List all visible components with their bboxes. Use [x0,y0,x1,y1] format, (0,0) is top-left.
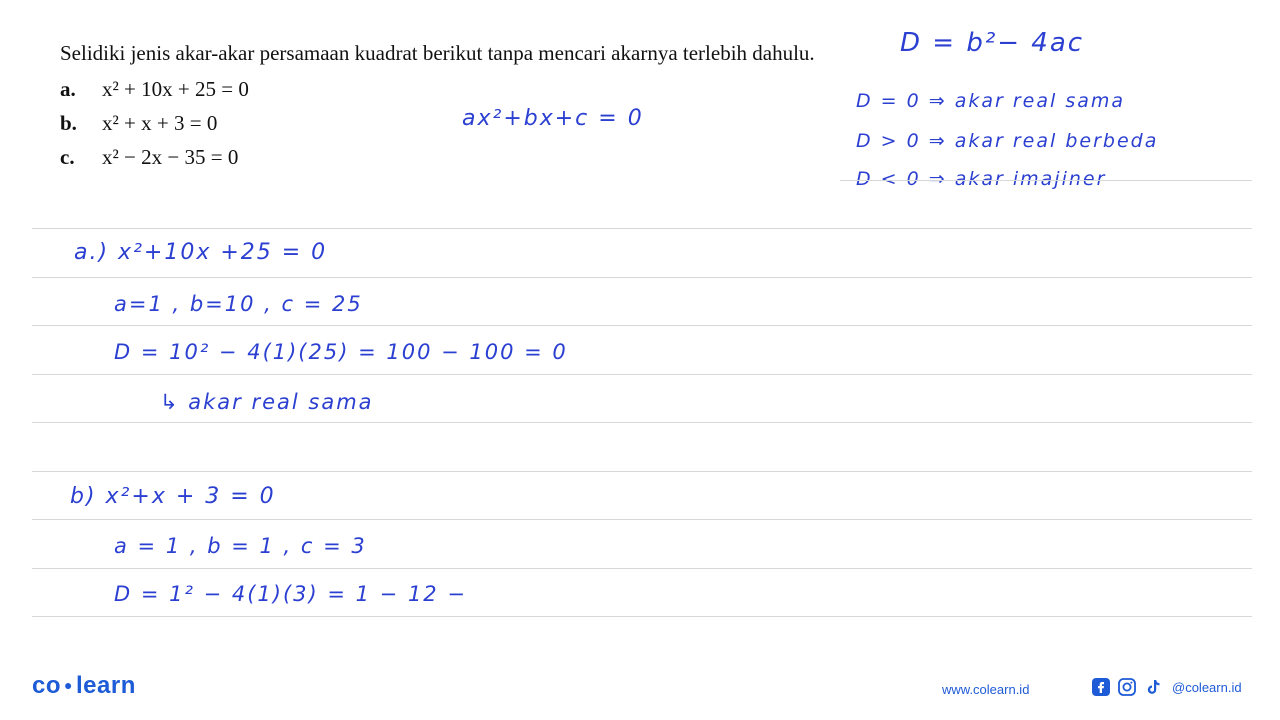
rule-d-positive: D > 0 ⇒ akar real berbeda [856,130,1159,152]
general-form-note: ax²+bx+c = 0 [462,106,644,131]
solution-a-discriminant: D = 10² − 4(1)(25) = 100 − 100 = 0 [114,340,568,364]
ruled-line [32,325,1252,326]
ruled-line [32,568,1252,569]
problem-item-a [60,74,840,108]
problem-statement: Selidiki jenis akar-akar persamaan kuadrat berikut tanpa mencari akarnya terlebih dahulu. [60,41,815,65]
facebook-icon[interactable] [1092,678,1110,696]
solution-a-heading: a.) x²+10x +25 = 0 [74,240,328,265]
discriminant-formula: D = b²− 4ac [900,28,1085,58]
ruled-line [32,374,1252,375]
ruled-line [32,616,1252,617]
problem-block [60,38,840,176]
brand-right: learn [75,672,136,699]
ruled-line [840,180,1252,181]
ruled-line [32,228,1252,229]
solution-b-heading: b) x²+x + 3 = 0 [70,484,276,509]
social-handle[interactable]: @colearn.id [1172,679,1242,695]
item-equation: x² + 10x + 25 = 0 [102,77,249,101]
item-label: c. [60,145,75,169]
social-links [1092,678,1242,696]
tiktok-icon[interactable] [1144,678,1162,696]
item-label: a. [60,77,76,101]
ruled-line [32,471,1252,472]
item-equation: x² − 2x − 35 = 0 [102,145,239,169]
rule-d-negative: D < 0 ⇒ akar imajiner [856,168,1107,190]
rule-d-zero: D = 0 ⇒ akar real sama [856,90,1126,112]
website-link[interactable]: www.colearn.id [942,682,1030,697]
ruled-line [32,277,1252,278]
problem-item-b [60,108,840,142]
solution-a-coefficients: a=1 , b=10 , c = 25 [114,292,363,316]
solution-b-discriminant: D = 1² − 4(1)(3) = 1 − 12 − [114,582,467,606]
item-equation: x² + x + 3 = 0 [102,111,218,135]
brand-dot-icon: ● [64,677,73,693]
problem-item-c [60,142,840,176]
item-label: b. [60,111,77,135]
footer [0,650,1280,720]
colearn-logo[interactable] [32,672,136,700]
ruled-line [32,519,1252,520]
solution-a-conclusion: ↳ akar real sama [160,390,374,414]
ruled-line [32,422,1252,423]
solution-b-coefficients: a = 1 , b = 1 , c = 3 [114,534,367,558]
instagram-icon[interactable] [1118,678,1136,696]
brand-left: co [32,672,62,699]
